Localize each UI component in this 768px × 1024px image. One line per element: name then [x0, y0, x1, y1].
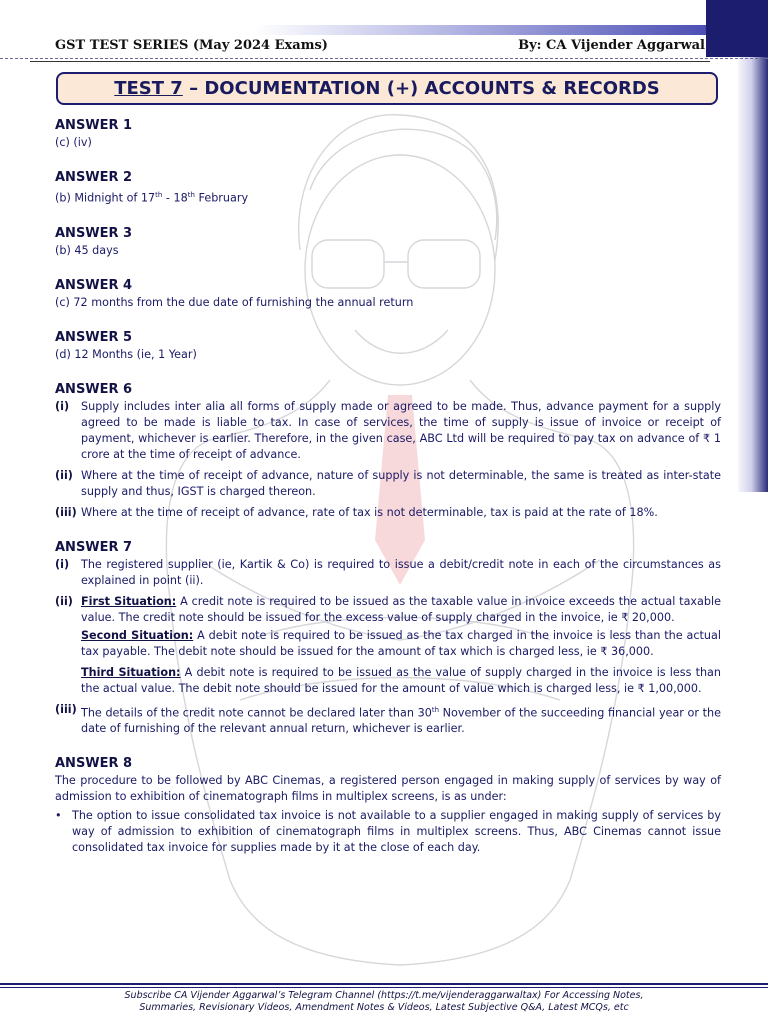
footer-line-1: Subscribe CA Vijender Aggarwal’s Telegram Channel (https://t.me/vijenderaggarwaltax) For Accessing Notes, [124, 990, 644, 1001]
answer-5-heading: ANSWER 5 [55, 329, 133, 345]
top-gradient-bar [254, 25, 706, 35]
answer-8-intro: The procedure to be followed by ABC Cinemas, a registered person engaged in making supply of services by way of admission to exhibition of cinematograph films in multiplex screens, is as under: [55, 774, 721, 804]
item-text [81, 702, 721, 738]
answers-body [55, 118, 721, 856]
answer-1-heading: ANSWER 1 [55, 118, 133, 133]
item-text-part: The details of the credit note cannot be declared later than 30 [81, 706, 432, 720]
page-header [55, 38, 705, 56]
item-number: (iii) [55, 702, 77, 716]
answer-7-item [55, 702, 721, 738]
situation-third [81, 665, 721, 697]
answer-7-item [55, 594, 721, 626]
answer-2-sup: th [187, 191, 195, 199]
situation-text: A credit note is required to be issued as the taxable value in invoice exceeds the actual taxable value. The credit note should be issued for the excess value of supply charged in the invoice, ie ₹ 20,000. [81, 594, 721, 624]
answer-2-part: February [194, 191, 249, 205]
answer-7-heading: ANSWER 7 [55, 539, 133, 555]
situation-label: First Situation: [81, 594, 177, 608]
answer-2-text [55, 187, 721, 207]
footer-divider-thin [0, 987, 768, 988]
footer-line-2: Summaries, Revisionary Videos, Amendment Notes & Videos, Latest Subjective Q&A, Latest MCQs, etc [139, 1002, 629, 1013]
side-gradient-bar [738, 57, 768, 492]
answer-2-part: - 18 [162, 191, 188, 205]
answer-4-heading: ANSWER 4 [55, 277, 133, 293]
answer-3-text: (b) 45 days [55, 243, 119, 257]
test-title [56, 72, 718, 105]
situation-label: Second Situation: [81, 628, 194, 642]
answer-6-item [55, 468, 721, 500]
answer-2-heading: ANSWER 2 [55, 170, 133, 185]
header-divider [30, 61, 710, 62]
answer-2-part: (b) Midnight of 17 [55, 191, 156, 205]
answer-6-heading: ANSWER 6 [55, 381, 133, 397]
situation-first [81, 594, 721, 626]
answer-8-heading: ANSWER 8 [55, 756, 133, 772]
test-title-text: – DOCUMENTATION (+) ACCOUNTS & RECORDS [182, 78, 660, 99]
item-number: (iii) [55, 505, 77, 519]
answer-8-bullet [55, 808, 721, 856]
answer-5-text: (d) 12 Months (ie, 1 Year) [55, 347, 197, 361]
item-number: (ii) [55, 594, 73, 608]
footer-divider [0, 983, 768, 985]
situation-second [81, 628, 721, 660]
item-number: (i) [55, 399, 70, 413]
page-footer [0, 990, 768, 1014]
item-text-part: November of the succeeding financial year or the date of furnishing of the relevant annual return, whichever is earlier. [81, 706, 721, 736]
answer-7-item [55, 557, 721, 589]
test-title-number: TEST 7 [114, 78, 183, 99]
situation-text: A debit note is required to be issued as the value of supply charged in the invoice is less than the actual value. The debit note should be issued for the amount of value which is charged less, ie ₹ 1,00,000. [81, 665, 722, 695]
item-text: Supply includes inter alia all forms of supply made or agreed to be made. Thus, advance payment for a supply agreed to be made is liable to tax. In case of services, the time of supply is issue of invoice or receipt of payment, whichever is earlier. Therefore, in the given case, ABC Ltd will be required to pay tax on advance of ₹ 1 crore at the time of receipt of advance. [81, 399, 721, 461]
answer-4-text: (c) 72 months from the due date of furnishing the annual return [55, 295, 414, 309]
situation-label: Third Situation: [81, 665, 181, 679]
answer-6-item [55, 505, 721, 521]
item-text: Where at the time of receipt of advance, nature of supply is not determinable, the same is treated as inter-state supply and thus, IGST is charged thereon. [81, 468, 721, 498]
item-text: Where at the time of receipt of advance, rate of tax is not determinable, tax is paid at the rate of 18%. [81, 505, 658, 519]
item-number: (ii) [55, 468, 73, 482]
answer-1-text: (c) (iv) [55, 136, 92, 149]
bullet-text: The option to issue consolidated tax invoice is not available to a supplier engaged in making supply of services by way of admission to exhibition of cinematograph films in multiplex screens. Thus, ABC Cinemas cannot issue consolidated tax invoice for supplies made by it at the close of each day. [72, 809, 721, 855]
header-divider-dashed [0, 58, 768, 59]
item-number: (i) [55, 557, 70, 571]
situation-text: A debit note is required to be issued as the tax charged in the invoice is less than the actual tax payable. The debit note should be issued for the amount of tax which is charged less, ie ₹ 36,000. [81, 628, 721, 658]
bullet-icon: • [55, 809, 62, 823]
answer-2-sup: th [155, 191, 163, 199]
item-sup: th [431, 705, 440, 714]
answer-3-heading: ANSWER 3 [55, 225, 133, 241]
header-series: GST TEST SERIES (May 2024 Exams) [55, 38, 328, 53]
header-author: By: CA Vijender Aggarwal [518, 38, 705, 53]
answer-6-item [55, 399, 721, 463]
corner-block [706, 0, 768, 57]
item-text: The registered supplier (ie, Kartik & Co) is required to issue a debit/credit note in each of the circumstances as explained in point (ii). [81, 557, 721, 587]
